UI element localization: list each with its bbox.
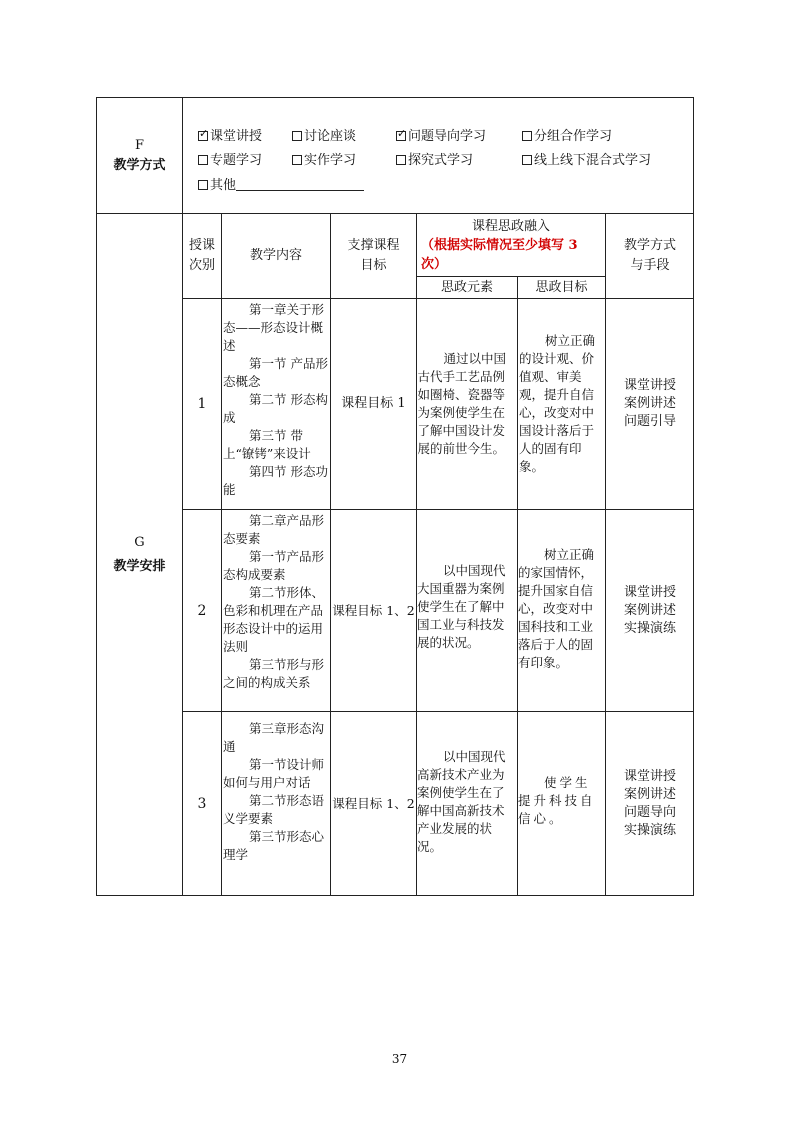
header-goal <box>331 214 416 298</box>
checkbox-icon[interactable] <box>198 180 208 190</box>
header-element-text: 思政元素 <box>440 279 493 295</box>
option-label: 其他 <box>210 178 237 193</box>
row-target-text: 使学生提升科技自信心。 <box>518 775 596 826</box>
table-row <box>183 299 221 509</box>
header-method-text: 教学方式与手段 <box>623 238 676 273</box>
section-g-label <box>97 214 182 895</box>
option-label: 讨论座谈 <box>304 129 357 144</box>
row-goal-text: 课程目标 1、2 <box>332 795 415 811</box>
option-practice[interactable] <box>292 152 356 170</box>
content-paragraph: 第二章产品形态要素 <box>223 513 325 546</box>
header-session-text: 授课次别 <box>188 238 215 273</box>
method-item: 实操演练 <box>623 822 676 838</box>
content-paragraph: 第二节形体、色彩和机理在产品形态设计中的运用法则 <box>223 585 325 654</box>
method-item: 课堂讲授 <box>623 768 676 784</box>
row-content <box>222 301 330 509</box>
header-target-text: 思政目标 <box>535 279 588 295</box>
other-input-line[interactable] <box>236 177 364 191</box>
header-content-text: 教学内容 <box>249 248 302 263</box>
row-target <box>518 299 605 509</box>
row-element-text: 以中国现代高新技术产业为案例使学生在了解中国高新技术产业发展的状况。 <box>417 749 506 854</box>
header-ideology <box>417 214 605 276</box>
row-element-text: 以中国现代大国重器为案例使学生在了解中国工业与科技发展的状况。 <box>417 563 506 650</box>
method-item: 案例讲述 <box>623 396 676 411</box>
checkbox-icon[interactable] <box>522 155 532 165</box>
checkbox-checked-icon[interactable] <box>198 131 208 141</box>
option-topic[interactable] <box>198 152 262 170</box>
option-lecture[interactable] <box>198 128 262 146</box>
row-target-text: 树立正确的家国情怀，提升国家自信心，改变对中国科技和工业落后于人的固有印象。 <box>518 547 595 670</box>
page-number: 37 <box>391 1052 408 1066</box>
method-item: 实操演练 <box>623 620 676 636</box>
option-label: 分组合作学习 <box>534 129 613 144</box>
checkbox-icon[interactable] <box>522 131 532 141</box>
content-paragraph: 第一节产品形态构成要素 <box>223 549 325 582</box>
row-target-text: 树立正确的设计观、价值观、审美观，提升自信心，改变对中国设计落后于人的固有印象。 <box>519 333 596 474</box>
content-paragraph: 第二节形态语义学要素 <box>223 793 325 826</box>
method-item: 问题导向 <box>623 804 676 820</box>
row-element <box>417 299 517 509</box>
row-target <box>518 774 605 834</box>
checkbox-checked-icon[interactable] <box>396 131 406 141</box>
checkbox-icon[interactable] <box>198 155 208 165</box>
option-label: 线上线下混合式学习 <box>534 153 652 168</box>
checkbox-icon[interactable] <box>396 155 406 165</box>
content-paragraph: 第三章形态沟通 <box>223 721 325 754</box>
method-item: 案例讲述 <box>623 602 676 618</box>
option-label: 问题导向学习 <box>408 129 487 144</box>
option-label: 实作学习 <box>304 153 357 168</box>
row-goal <box>331 712 416 895</box>
content-paragraph: 第三节形与形之间的构成关系 <box>223 657 325 690</box>
method-item: 课堂讲授 <box>623 378 676 393</box>
row-method <box>606 712 694 895</box>
row-session: 2 <box>197 602 207 619</box>
row-content <box>222 720 330 895</box>
header-content <box>222 214 330 298</box>
content-paragraph: 第一节 产品形态概念 <box>223 356 328 389</box>
row-element <box>417 562 517 682</box>
row-method <box>606 299 694 509</box>
section-f-label <box>97 98 182 213</box>
option-group[interactable] <box>522 128 612 146</box>
option-discussion[interactable] <box>292 128 356 146</box>
section-f-code: F <box>134 137 145 153</box>
row-goal-text: 课程目标 1 <box>341 396 406 411</box>
row-element-text: 通过以中国古代手工艺品例如圈椅、瓷器等为案例使学生在了解中国设计发展的前世今生。 <box>417 351 507 456</box>
row-method <box>606 510 694 711</box>
content-paragraph: 第三节 带上“镣铐”来设计 <box>223 428 311 461</box>
row-session: 3 <box>197 795 207 812</box>
row-session: 1 <box>197 396 207 412</box>
option-other[interactable] <box>198 177 364 195</box>
checkbox-icon[interactable] <box>292 155 302 165</box>
option-label: 专题学习 <box>210 153 263 168</box>
row-goal-text: 课程目标 1、2 <box>332 602 415 618</box>
option-label: 探究式学习 <box>408 153 474 168</box>
table-row <box>183 712 221 895</box>
table-row <box>183 510 221 711</box>
header-ideology-note: （根据实际情况至少填写 3 次） <box>421 237 578 272</box>
header-session <box>183 214 221 298</box>
option-blended[interactable] <box>522 152 651 170</box>
header-element <box>417 277 517 298</box>
section-g-title: 教学安排 <box>113 558 166 574</box>
header-goal-text: 支撑课程目标 <box>347 238 400 273</box>
option-inquiry[interactable] <box>396 152 473 170</box>
content-paragraph: 第一节设计师如何与用户对话 <box>223 757 325 790</box>
method-item: 案例讲述 <box>623 786 676 802</box>
method-item: 问题引导 <box>623 414 676 429</box>
content-paragraph: 第二节 形态构成 <box>223 392 328 425</box>
row-target <box>518 546 605 696</box>
content-paragraph: 第一章关于形态——形态设计概述 <box>223 302 325 353</box>
section-g-code: G <box>134 534 145 550</box>
section-f-title: 教学方式 <box>113 157 166 173</box>
option-problem-based[interactable] <box>396 128 486 146</box>
row-goal <box>331 510 416 711</box>
content-paragraph: 第三节形态心理学 <box>223 829 325 862</box>
header-method <box>606 214 694 298</box>
header-ideology-text: 课程思政融入 <box>471 218 550 234</box>
method-item: 课堂讲授 <box>623 584 676 600</box>
content-paragraph: 第四节 形态功能 <box>223 464 328 497</box>
row-element <box>417 748 517 868</box>
row-content <box>222 512 330 711</box>
checkbox-icon[interactable] <box>292 131 302 141</box>
row-goal <box>331 299 416 509</box>
header-target <box>518 277 605 298</box>
option-label: 课堂讲授 <box>210 129 263 144</box>
